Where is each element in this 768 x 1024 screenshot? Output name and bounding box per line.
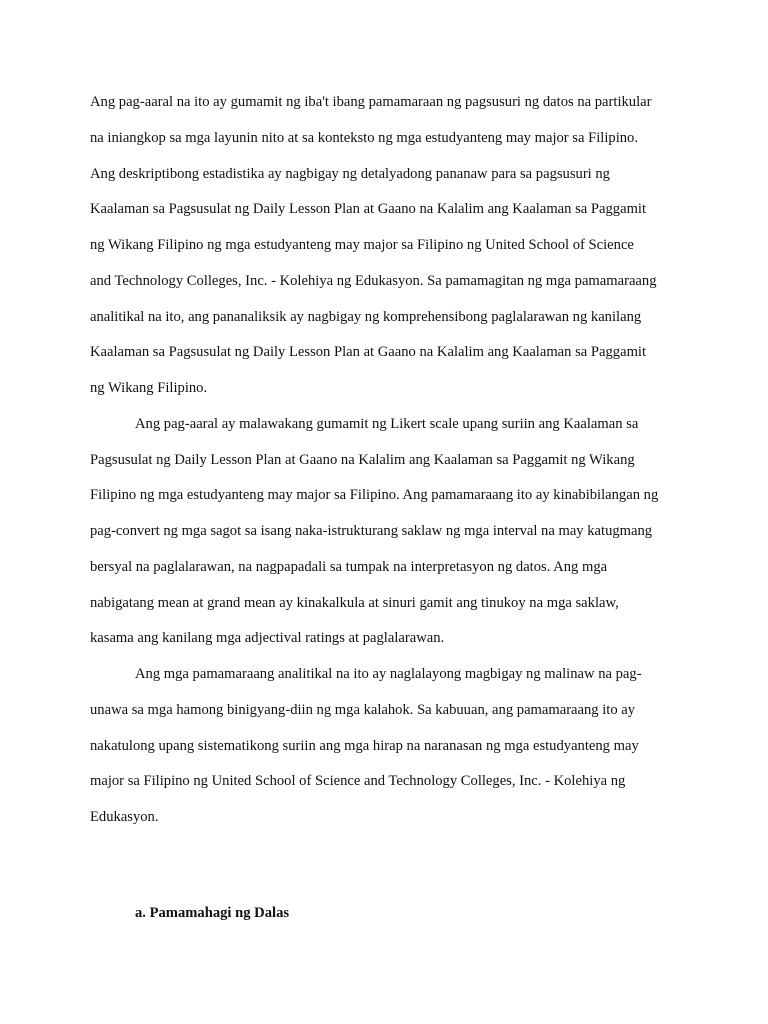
paragraph-line: and Technology Colleges, Inc. - Kolehiya ng Edukasyon. Sa pamamagitan ng mga pamamaraang [90, 272, 657, 289]
paragraph-line: Kaalaman sa Pagsusulat ng Daily Lesson Plan at Gaano na Kalalim ang Kaalaman sa Paggamit [90, 201, 647, 218]
paragraph-line: Filipino ng mga estudyanteng may major sa Filipino. Ang pamamaraang ito ay kinabibilangan ng [90, 487, 659, 504]
paragraph-2 [90, 407, 682, 657]
paragraph-3 [90, 657, 682, 836]
paragraph-line: Edukasyon. [90, 809, 159, 825]
paragraph-line: Pagsusulat ng Daily Lesson Plan at Gaano na Kalalim ang Kaalaman sa Paggamit ng Wikang [90, 451, 635, 468]
paragraph-line: kasama ang kanilang mga adjectival ratings at paglalarawan. [90, 630, 445, 647]
paragraph-line: bersyal na paglalarawan, na nagpapadali sa tumpak na interpretasyon ng datos. Ang mga [90, 558, 608, 575]
section-heading: a. Pamamahagi ng Dalas [135, 905, 290, 921]
paragraph-line: nabigatang mean at grand mean ay kinakalkula at sinuri gamit ang tinukoy na mga saklaw, [90, 594, 619, 611]
paragraph-line: Ang pag-aaral ay malawakang gumamit ng Likert scale upang suriin ang Kaalaman sa [135, 415, 639, 432]
paragraph-line: ng Wikang Filipino ng mga estudyanteng may major sa Filipino ng United School of Science [90, 237, 634, 253]
paragraph-line: nakatulong upang sistematikong suriin ang mga hirap na naranasan ng mga estudyanteng may [90, 737, 639, 754]
paragraph-line: Kaalaman sa Pagsusulat ng Daily Lesson Plan at Gaano na Kalalim ang Kaalaman sa Paggamit [90, 344, 647, 361]
paragraph-line: major sa Filipino ng United School of Science and Technology Colleges, Inc. - Kolehiya ng [90, 773, 626, 790]
paragraph-line: ng Wikang Filipino. [90, 380, 208, 396]
paragraph-line: Ang pag-aaral na ito ay gumamit ng iba't ibang pamamaraan ng pagsusuri ng datos na partikular [90, 94, 652, 110]
paragraph-line: analitikal na ito, ang pananaliksik ay nagbigay ng komprehensibong paglalarawan ng kanilang [90, 308, 642, 325]
paragraph-line: unawa sa mga hamong binigyang-diin ng mga kalahok. Sa kabuuan, ang pamamaraang ito ay [90, 701, 636, 718]
paragraph-line: na iniangkop sa mga layunin nito at sa konteksto ng mga estudyanteng may major sa Filipino. [90, 129, 638, 146]
paragraph-1 [90, 85, 682, 407]
paragraph-line: Ang deskriptibong estadistika ay nagbigay ng detalyadong pananaw para sa pagsusuri ng [90, 165, 610, 182]
paragraph-line: Ang mga pamamaraang analitikal na ito ay naglalayong magbigay ng malinaw na pag- [135, 666, 642, 682]
paragraph-line: pag-convert ng mga sagot sa isang naka-istrukturang saklaw ng mga interval na may katugmang [90, 523, 653, 539]
